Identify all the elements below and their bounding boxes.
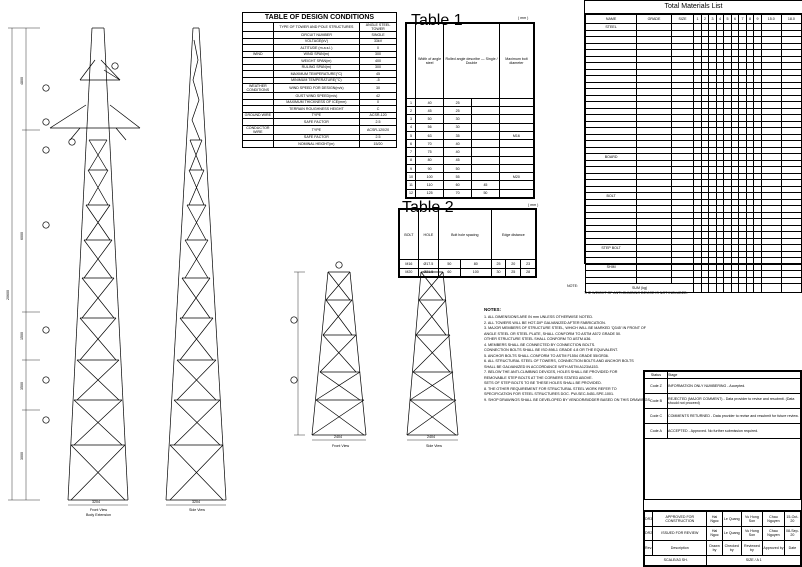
status-row bbox=[645, 424, 801, 439]
materials-sum-cell bbox=[739, 284, 747, 293]
condition-value: 300 bbox=[360, 51, 397, 58]
table-1-cell: 35 bbox=[444, 131, 472, 139]
status-description: ACCEPTED - Approved. No further submission required. bbox=[668, 424, 801, 439]
materials-col-header: 2 bbox=[701, 15, 709, 24]
design-condition-row bbox=[243, 141, 397, 148]
revision-cell: Vu Hong Son bbox=[741, 512, 762, 527]
table-1-cell: 63 bbox=[416, 131, 444, 139]
table-1-header-bolt: Maximum bolt diameter bbox=[499, 24, 533, 99]
note-item: 2. ALL TOWERS WILL BE HOT-DIP GALVANIZED AFTER FABRICATION. bbox=[484, 320, 606, 325]
condition-value: C bbox=[360, 106, 397, 113]
condition-name: MINIMUM TEMPERATURE(°C) bbox=[273, 77, 359, 84]
svg-text:4800: 4800 bbox=[20, 77, 24, 85]
status-code: Code A bbox=[645, 424, 668, 439]
table-1-cell bbox=[472, 123, 500, 131]
condition-name: TYPE bbox=[273, 112, 359, 119]
design-condition-row bbox=[243, 125, 397, 134]
table-1-cell: 7 bbox=[407, 148, 416, 156]
svg-text:Side View: Side View bbox=[426, 444, 442, 448]
table-1-cell bbox=[472, 140, 500, 148]
status-code: Code Z bbox=[645, 379, 668, 394]
table-1-cell: 75 bbox=[416, 148, 444, 156]
revision-row bbox=[645, 541, 801, 556]
revision-cell: Chau Nguyen bbox=[763, 512, 785, 527]
materials-list bbox=[584, 0, 802, 290]
table-1-row bbox=[407, 107, 534, 115]
table-2-cell: 80 bbox=[460, 260, 491, 268]
table-1-row bbox=[407, 189, 534, 197]
table-1-cell bbox=[472, 115, 500, 123]
table-2-cell: Ø21.5 bbox=[418, 268, 438, 276]
revision-cell: DR2 bbox=[645, 526, 653, 541]
status-row bbox=[645, 394, 801, 409]
table-1-cell: 6 bbox=[407, 140, 416, 148]
condition-value: 2.5 bbox=[360, 119, 397, 126]
tower-side-view-large bbox=[166, 28, 226, 500]
materials-sum-cell bbox=[761, 284, 781, 293]
svg-text:Front View: Front View bbox=[332, 444, 350, 448]
table-1-cell: 50 bbox=[472, 189, 500, 197]
status-description: COMMENTS RETURNED - Data provider to revise and resubmit for future review. bbox=[668, 409, 801, 424]
table-1-cell: 25 bbox=[444, 107, 472, 115]
table-1-row bbox=[407, 131, 534, 139]
revision-cell: Reviewed by bbox=[741, 541, 762, 556]
condition-group: CONDUCTOR WIRE bbox=[243, 125, 274, 134]
table-1-cell bbox=[472, 148, 500, 156]
materials-col-header: 5 bbox=[724, 15, 732, 24]
note-item: 4. MEMBERS SHALL BE CONNECTED BY CONNECTION BOLTS. bbox=[484, 342, 596, 347]
table-1-cell: 25 bbox=[444, 98, 472, 106]
table-2-cell: 30 bbox=[491, 268, 506, 276]
table-1-cell bbox=[499, 140, 533, 148]
materials-sum-label: SUM (kg) bbox=[586, 284, 694, 293]
table-1-row bbox=[407, 181, 534, 189]
revision-row bbox=[645, 512, 801, 527]
materials-col-header: SIZE bbox=[671, 15, 694, 24]
note-item: 8. THE OTHER REQUIREMENT FOR STRUCTURAL STEEL WORK REFER TO bbox=[484, 386, 617, 391]
revision-cell: Hai Ngoc bbox=[707, 512, 722, 527]
table-1-cell: 60 bbox=[444, 181, 472, 189]
materials-sum-cell bbox=[724, 284, 732, 293]
table-1-cell: 4 bbox=[407, 123, 416, 131]
condition-value: 2.5 bbox=[360, 134, 397, 141]
note-item: 6. ALL STRUCTURAL STEEL OF TOWERS, CONNECTION BOLTS AND ANCHOR BOLTS bbox=[484, 359, 634, 363]
table-2-cell: M16 bbox=[400, 260, 419, 268]
condition-value: ANGLE STEEL TOWER bbox=[360, 23, 397, 32]
table-1-cell bbox=[499, 123, 533, 131]
materials-group-name: BOARD bbox=[586, 154, 637, 161]
note-item: SPECIFICATION FOR STEEL STRUCTURES DOC. PW-SEC-5451-SPE-1001. bbox=[484, 392, 615, 396]
condition-name: CIRCUIT NUMBER bbox=[273, 32, 359, 39]
table-1-cell: M16 bbox=[499, 131, 533, 139]
table-1-cell: 45 bbox=[444, 156, 472, 164]
svg-text:Body Extension: Body Extension bbox=[86, 513, 111, 517]
table-1-cell bbox=[472, 98, 500, 106]
condition-name: SAFE FACTOR bbox=[273, 134, 359, 141]
note-item: SHALL BE GALVANIZED IN ACCORDANCE WITH ASTM A123/A153. bbox=[484, 364, 599, 369]
revision-cell: DR3 bbox=[645, 512, 653, 527]
materials-col-header: 4 bbox=[716, 15, 724, 24]
status-header: Status bbox=[645, 372, 668, 379]
table-1-cell: 3 bbox=[407, 115, 416, 123]
condition-group: GROUND WIRE bbox=[243, 112, 274, 119]
revision-cell: APPROVED FOR CONSTRUCTION bbox=[653, 512, 707, 527]
table-1-cell: 1 bbox=[407, 98, 416, 106]
tower-side-view-small bbox=[407, 272, 458, 435]
table-1-row bbox=[407, 173, 534, 181]
revision-cell: Drawn by bbox=[707, 541, 722, 556]
table-2-cell: M20 bbox=[400, 268, 419, 276]
tower-front-view-small bbox=[312, 272, 366, 435]
status-description: REJECTED (MAJOR COMMENT) - Data provider to revise and resubmit. (Data should not proceed) bbox=[668, 394, 801, 409]
table-1-cell bbox=[472, 131, 500, 139]
materials-sum-cell bbox=[781, 284, 801, 293]
revision-cell: Chau Nguyen bbox=[763, 526, 785, 541]
condition-name: GUST WIND SPEED(m/s) bbox=[273, 93, 359, 100]
table-2-header-bolt: BOLT bbox=[400, 210, 419, 260]
design-conditions-table bbox=[242, 12, 397, 148]
condition-value: 30 bbox=[360, 84, 397, 93]
condition-name: TYPE bbox=[273, 125, 359, 134]
table-1-row bbox=[407, 115, 534, 123]
materials-group-name: SHIM bbox=[586, 264, 637, 271]
materials-sum-cell bbox=[716, 284, 724, 293]
notes-title: NOTES: bbox=[484, 307, 502, 312]
table-1-header-width: Width of angle steel bbox=[416, 24, 444, 99]
status-code: Code B bbox=[645, 394, 668, 409]
table-1-cell: 70 bbox=[444, 189, 472, 197]
svg-text:3000: 3000 bbox=[20, 452, 24, 460]
note-item: SETS OF STEP BOLTS TO BE THESE HOLES SHALL BE PROVIDED. bbox=[484, 381, 602, 385]
table-2-title: Table 2 bbox=[402, 199, 454, 216]
table-2-cell: 60 bbox=[438, 268, 460, 276]
design-condition-row bbox=[243, 23, 397, 32]
note-item: ANGLE STEEL OR STEEL PLATE, SHALL CONFORM TO ASTM A572 GRADE 50. bbox=[484, 331, 622, 336]
materials-note-text: THE WEIGHT OF ANTI-CLIMBING DEVICE IS NOT INCLUDED. bbox=[584, 291, 688, 295]
condition-value: 33kV bbox=[360, 38, 397, 45]
revision-cell: Description bbox=[653, 541, 707, 556]
table-1-cell bbox=[499, 164, 533, 172]
table-1-row bbox=[407, 148, 534, 156]
condition-value: ACSR-120/20 bbox=[360, 125, 397, 134]
condition-value: -5 bbox=[360, 77, 397, 84]
revision-cell: 15-Oct-20 bbox=[784, 512, 800, 527]
table-1-cell: 9 bbox=[407, 164, 416, 172]
condition-value: 0 bbox=[360, 99, 397, 106]
table-2-cell: Ø17.5 bbox=[418, 260, 438, 268]
note-item: 3. MAJOR MEMBERS OF STRUCTURE STEEL, WHICH WILL BE MARKED 'Q345' IN FRONT OF bbox=[484, 326, 647, 330]
table-1-cell bbox=[499, 148, 533, 156]
table-1-cell: 40 bbox=[444, 148, 472, 156]
revision-cell: Date bbox=[784, 541, 800, 556]
table-2-cell: 25 bbox=[491, 260, 506, 268]
table-2-cell: 20 bbox=[506, 260, 521, 268]
revision-cell: Checked by bbox=[722, 541, 741, 556]
note-item: 9. SHOP DRAWINGS SHALL BE DEVELOPED BY VENDOR/BIDDER BASED ON THIS DRAWINGS. bbox=[484, 397, 651, 402]
height-dimension: 20600 bbox=[6, 290, 10, 300]
note-item: REMOVABLE STEP BOLTS AT THE CORNERS STATED ABOVE. bbox=[484, 375, 593, 380]
svg-text:Side View: Side View bbox=[189, 508, 205, 512]
svg-text:6000: 6000 bbox=[20, 232, 24, 240]
table-1-cell: 10 bbox=[407, 173, 416, 181]
table-1-cell bbox=[499, 181, 533, 189]
table-2 bbox=[398, 208, 537, 278]
condition-group: WEATHER CONDITIONS bbox=[243, 84, 274, 93]
materials-note-label: NOTE: bbox=[567, 284, 578, 288]
materials-col-header: 7 bbox=[739, 15, 747, 24]
table-1-cell: 40 bbox=[416, 98, 444, 106]
table-2-cell: 23 bbox=[521, 260, 536, 268]
table-1-cell: 55 bbox=[444, 173, 472, 181]
scale-value: SIZE / A 1 bbox=[707, 555, 801, 566]
condition-name: RULING SPAN(m) bbox=[273, 64, 359, 71]
tower-front-view-large bbox=[50, 28, 140, 500]
table-1-cell: 45 bbox=[416, 107, 444, 115]
materials-group-name: BOLT bbox=[586, 193, 637, 200]
svg-text:3500: 3500 bbox=[20, 382, 24, 390]
materials-col-header: 3 bbox=[709, 15, 717, 24]
svg-text:2404: 2404 bbox=[334, 435, 342, 439]
table-1-cell bbox=[499, 107, 533, 115]
revision-cell: Vu Hong Son bbox=[741, 526, 762, 541]
materials-title: Total Materials List bbox=[585, 1, 802, 14]
note-item: 5. ANCHOR BOLTS SHALL CONFORM TO ASTM F1554 GRADE 55/GR36. bbox=[484, 353, 609, 358]
revision-block bbox=[643, 510, 802, 567]
table-1-cell: 12 bbox=[407, 189, 416, 197]
table-1-cell: 50 bbox=[416, 115, 444, 123]
materials-col-header: 6 bbox=[731, 15, 739, 24]
table-1-cell bbox=[499, 115, 533, 123]
condition-value: 400 bbox=[360, 58, 397, 65]
note-item: OTHER STRUCTURE STEEL SHALL CONFORM TO ASTM A36. bbox=[484, 337, 592, 341]
materials-col-header: 18.0 bbox=[781, 15, 801, 24]
scale-label: SCALE/A3 SH. bbox=[645, 555, 707, 566]
table-2-cell: 25 bbox=[506, 268, 521, 276]
condition-name: SAFE FACTOR bbox=[273, 119, 359, 126]
revision-cell: Approved by bbox=[763, 541, 785, 556]
condition-value: ACSR-120 bbox=[360, 112, 397, 119]
status-description: INFORMATION ONLY NUMBERING - Accepted. bbox=[668, 379, 801, 394]
table-2-cell: 100 bbox=[460, 268, 491, 276]
materials-col-header: 15.0 bbox=[761, 15, 781, 24]
table-2-header-spacing: Bolt hole spacing bbox=[438, 210, 491, 260]
materials-col-header: 8 bbox=[746, 15, 754, 24]
svg-text:Front View: Front View bbox=[90, 508, 108, 512]
table-1-cell bbox=[472, 164, 500, 172]
table-1-cell: 90 bbox=[416, 164, 444, 172]
materials-sum-cell bbox=[694, 284, 702, 293]
table-1-cell bbox=[472, 107, 500, 115]
table-2-header-edge: Edge distance bbox=[491, 210, 535, 260]
revision-cell: Le Quang bbox=[722, 526, 741, 541]
materials-sum-cell bbox=[731, 284, 739, 293]
revision-cell: Rev. bbox=[645, 541, 653, 556]
table-2-header-hole: HOLE bbox=[418, 210, 438, 260]
table-1-cell: 45 bbox=[472, 181, 500, 189]
status-code: Code C bbox=[645, 409, 668, 424]
note-item: CONNECTION BOLTS SHALL BE ISO 898-1 GRADE 4.8 OR THE EQUIVALENT. bbox=[484, 348, 618, 352]
svg-text:2404: 2404 bbox=[427, 435, 435, 439]
table-1-header-describe: Rolled angle describe — Single / Double bbox=[444, 24, 500, 99]
condition-group: WIND bbox=[243, 51, 274, 58]
table-1-row bbox=[407, 140, 534, 148]
notes-block bbox=[484, 307, 651, 403]
design-conditions-title: TABLE OF DESIGN CONDITIONS bbox=[242, 12, 397, 22]
table-1-cell: 50 bbox=[444, 164, 472, 172]
table-1-row bbox=[407, 156, 534, 164]
materials-sum-cell bbox=[754, 284, 762, 293]
condition-name: WIND SPAN(m) bbox=[273, 51, 359, 58]
table-1-cell: 40 bbox=[444, 140, 472, 148]
table-1-cell: 30 bbox=[444, 115, 472, 123]
condition-group bbox=[243, 141, 274, 148]
condition-name: TYPE OF TOWER AND POLE STRUCTURES bbox=[273, 23, 359, 32]
table-1-row bbox=[407, 123, 534, 131]
table-1-cell: 11 bbox=[407, 181, 416, 189]
table-1-cell: 125 bbox=[416, 189, 444, 197]
materials-col-header: 9 bbox=[754, 15, 762, 24]
status-block bbox=[643, 370, 802, 512]
note-item: 7. BELOW THE ANTI-CLIMBING DEVICES, HOLES SHALL BE PROVIDED FOR bbox=[484, 370, 618, 374]
condition-group bbox=[243, 23, 274, 32]
revision-cell: ISSUED FOR REVIEW bbox=[653, 526, 707, 541]
condition-name: MAXIMUM TEMPERATURE(°C) bbox=[273, 71, 359, 78]
table-1-row bbox=[407, 98, 534, 106]
table-2-unit: ( mm ) bbox=[528, 203, 539, 207]
table-2-cell: 50 bbox=[438, 260, 460, 268]
svg-text:1500: 1500 bbox=[20, 332, 24, 340]
table-1-cell: 70 bbox=[416, 140, 444, 148]
note-item: 1. ALL DIMENSIONS ARE IN mm UNLESS OTHERWISE NOTED. bbox=[484, 315, 594, 319]
table-1-cell: 80 bbox=[416, 156, 444, 164]
condition-value: 45 bbox=[360, 71, 397, 78]
table-1-cell: 2 bbox=[407, 107, 416, 115]
revision-cell: 08-Sep-20 bbox=[784, 526, 800, 541]
table-1-title: Table 1 bbox=[411, 12, 463, 29]
condition-value: SINGLE bbox=[360, 32, 397, 39]
table-1-corner bbox=[407, 24, 416, 99]
revision-cell: Le Quang bbox=[722, 512, 741, 527]
table-1-unit: ( mm ) bbox=[518, 16, 529, 20]
table-2-row bbox=[400, 260, 536, 268]
status-row bbox=[645, 409, 801, 424]
condition-name: MAXIMUM THICKNESS OF ICE(mm) bbox=[273, 99, 359, 106]
design-condition-row bbox=[243, 84, 397, 93]
materials-sum-cell bbox=[701, 284, 709, 293]
table-1-cell bbox=[472, 173, 500, 181]
materials-group-name: STEEL bbox=[586, 24, 637, 31]
status-filler bbox=[645, 439, 801, 500]
svg-text:3204: 3204 bbox=[192, 500, 200, 504]
design-conditions-grid bbox=[242, 22, 397, 148]
materials-sum-cell bbox=[746, 284, 754, 293]
condition-value: 15/20 bbox=[360, 141, 397, 148]
table-1 bbox=[405, 22, 535, 199]
table-1-cell: 5 bbox=[407, 131, 416, 139]
table-1-cell bbox=[499, 98, 533, 106]
materials-col-header: GRADE bbox=[637, 15, 672, 24]
condition-name: TERRAIN ROUGHNESS HEIGHT bbox=[273, 106, 359, 113]
table-1-cell: 30 bbox=[444, 123, 472, 131]
table-1-row bbox=[407, 164, 534, 172]
revision-cell: Hai Ngoc bbox=[707, 526, 722, 541]
revision-row bbox=[645, 526, 801, 541]
svg-text:3204: 3204 bbox=[92, 500, 100, 504]
condition-name: WIND SPEED FOR DESIGN(m/s) bbox=[273, 84, 359, 93]
table-1-cell: 110 bbox=[416, 181, 444, 189]
condition-name: ALTITUDE (m.a.s.l.) bbox=[273, 45, 359, 52]
condition-name: NOMINAL HEIGHT(m) bbox=[273, 141, 359, 148]
materials-col-header: NAME bbox=[586, 15, 637, 24]
table-1-cell bbox=[499, 189, 533, 197]
materials-col-header: 1 bbox=[694, 15, 702, 24]
materials-sum-cell bbox=[709, 284, 717, 293]
stage-header: Stage bbox=[668, 372, 801, 379]
table-1-cell bbox=[499, 156, 533, 164]
table-1-cell: 100 bbox=[416, 173, 444, 181]
table-1-cell: M20 bbox=[499, 173, 533, 181]
condition-value: 300 bbox=[360, 64, 397, 71]
condition-name: VOLTAGE(kV) bbox=[273, 38, 359, 45]
table-2-row bbox=[400, 268, 536, 276]
status-row bbox=[645, 379, 801, 394]
table-1-cell: 56 bbox=[416, 123, 444, 131]
condition-value: 42 bbox=[360, 93, 397, 100]
table-1-cell bbox=[472, 156, 500, 164]
table-2-cell: 28 bbox=[521, 268, 536, 276]
materials-group-name: STEP BOLT bbox=[586, 245, 637, 252]
condition-name: WEIGHT SPAN(m) bbox=[273, 58, 359, 65]
condition-value: 0 bbox=[360, 45, 397, 52]
table-1-cell: 8 bbox=[407, 156, 416, 164]
